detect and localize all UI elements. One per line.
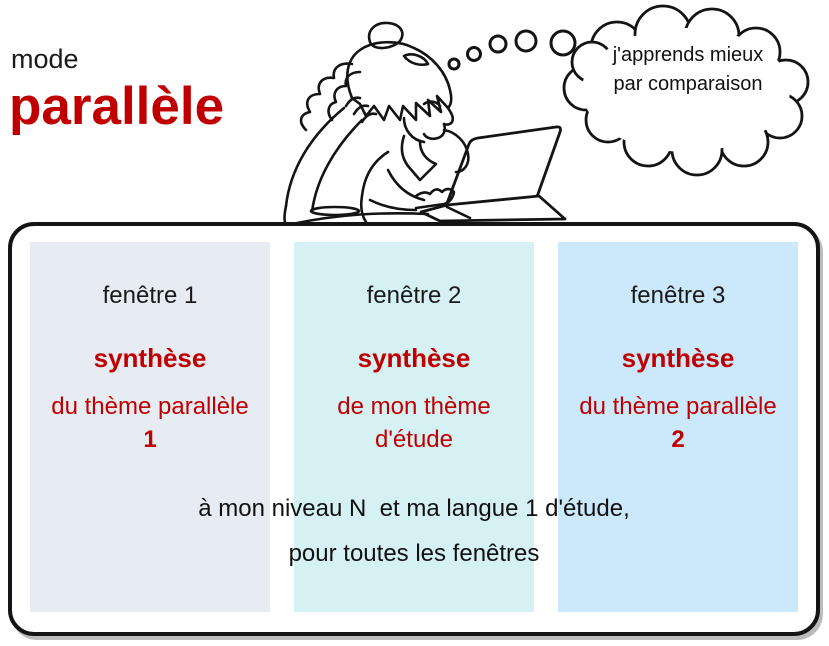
person-sketch: [285, 23, 469, 225]
mode-label: mode: [11, 44, 79, 74]
window-desc-line1: de mon thème: [337, 393, 491, 420]
window-desc-line1: du thème parallèle: [579, 393, 777, 420]
window-desc-line1: du thème parallèle: [51, 393, 249, 420]
window-label: fenêtre 1: [102, 282, 198, 309]
synthesis-label: synthèse: [93, 343, 207, 373]
synthesis-label: synthèse: [357, 343, 471, 373]
window-label: fenêtre 3: [630, 282, 726, 309]
laptop-sketch: [421, 127, 565, 221]
parallel-mode-panel: [8, 222, 820, 636]
synthesis-label: synthèse: [621, 343, 735, 373]
window-desc-line2: 2: [671, 426, 685, 453]
page-title: parallèle: [9, 77, 225, 136]
window-desc-line2: 1: [143, 426, 157, 453]
thought-dots-icon: [449, 31, 575, 69]
footer-note: [12, 494, 816, 569]
window-desc-line2: d'étude: [375, 426, 453, 453]
window-label: fenêtre 2: [366, 282, 462, 309]
thought-bubble-text: j'apprends mieux par comparaison: [612, 44, 764, 95]
footer-line-2: pour toutes les fenêtres: [288, 540, 540, 567]
footer-line-1: à mon niveau N et ma langue 1 d'étude,: [198, 495, 630, 522]
